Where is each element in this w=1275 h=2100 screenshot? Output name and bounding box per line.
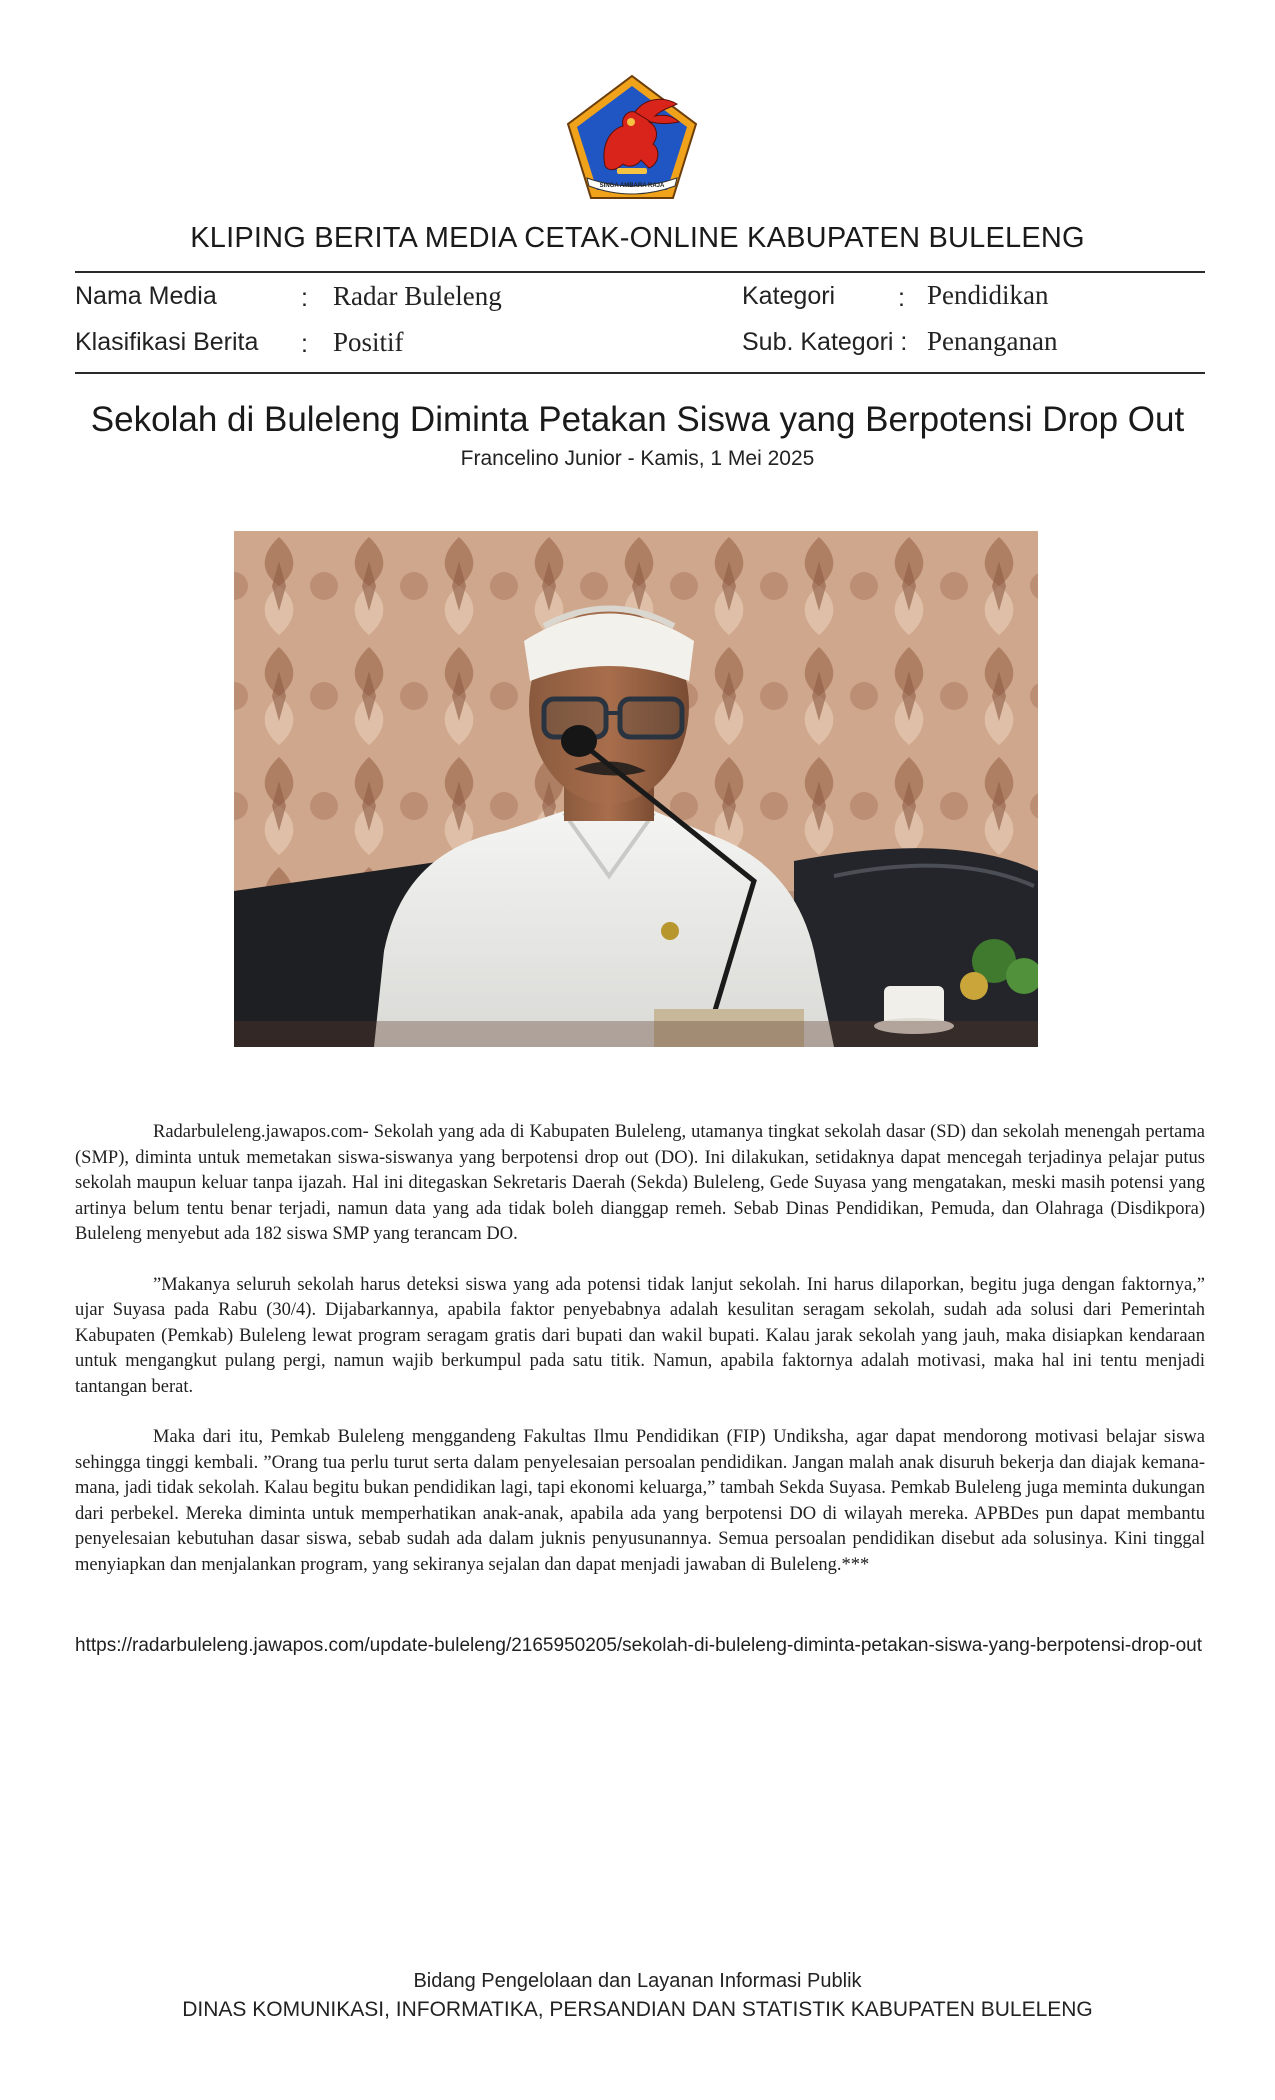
klasifikasi-colon: : <box>301 330 308 358</box>
footer-agency: DINAS KOMUNIKASI, INFORMATIKA, PERSANDIAN DAN STATISTIK KABUPATEN BULELENG <box>182 1998 1093 2021</box>
divider-top <box>75 271 1205 273</box>
klasifikasi-value: Positif <box>333 327 404 357</box>
emblem-motto: SINGA AMBARA RAJA <box>599 183 665 189</box>
sub-kategori-value: Penanganan <box>927 326 1058 356</box>
sub-kategori-label: Sub. Kategori : <box>742 328 908 356</box>
article-body <box>75 1120 1205 1603</box>
media-value: Radar Buleleng <box>333 281 502 311</box>
document-title: KLIPING BERITA MEDIA CETAK-ONLINE KABUPATEN BULELENG <box>190 222 1085 254</box>
article-byline: Francelino Junior - Kamis, 1 Mei 2025 <box>460 447 815 470</box>
kategori-colon: : <box>898 284 905 312</box>
article-paragraph-2: ”Makanya seluruh sekolah harus deteksi siswa yang ada potensi tidak lanjut sekolah. Ini harus dilaporkan, begitu juga dengan faktornya,” ujar Suyasa pada Rabu (30/4). Dijabarkannya, apabila faktor penyebabnya adalah kesulitan seragam sekolah, sudah ada solusi dari Pemerintah Kabupaten (Pemkab) Buleleng lewat program seragam gratis dari bupati dan wakil bupati. Kalau jarak sekolah yang jauh, maka disiapkan kendaraan untuk mengangkut pulang pergi, namun wajib berkumpul pada satu titik. Namun, apabila faktornya adalah motivasi, maka hal ini tentu menjadi tantangan berat. <box>75 1274 1205 1397</box>
article-photo <box>234 531 1038 1047</box>
media-label: Nama Media <box>75 282 217 310</box>
kategori-value: Pendidikan <box>927 280 1049 310</box>
source-link[interactable]: https://radarbuleleng.jawapos.com/update-buleleng/2165950205/sekolah-di-buleleng-diminta-petakan-siswa-yang-berpotensi-drop-out <box>75 1635 1202 1656</box>
kategori-label: Kategori <box>742 282 836 310</box>
article-headline: Sekolah di Buleleng Diminta Petakan Siswa yang Berpotensi Drop Out <box>90 400 1185 439</box>
article-paragraph-3: Maka dari itu, Pemkab Buleleng menggandeng Fakultas Ilmu Pendidikan (FIP) Undiksha, agar dapat mendorong motivasi belajar siswa sehingga tinggi kembali. ”Orang tua perlu turut serta dalam penyelesaian persoalan pendidikan. Jangan malah anak disuruh bekerja dan diajak kemana-mana, jadi tidak sekolah. Kalau begitu bukan pendidikan lagi, tapi ekonomi keluarga,” tambah Sekda Suyasa. Pemkab Buleleng juga meminta dukungan dari perbekel. Mereka diminta untuk memperhatikan anak-anak, apabila ada yang berpotensi DO di wilayah mereka. APBDes pun dapat membantu penyelesaian kebutuhan dasar siswa, sebab sudah ada dalam juknis penyusunannya. Semua persoalan pendidikan disebut ada solusinya. Kini tinggal menyiapkan dan menjalankan program, yang sekiranya sejalan dan dapat menjadi jawaban di Buleleng.*** <box>75 1427 1205 1575</box>
article-paragraph-1: Radarbuleleng.jawapos.com- Sekolah yang ada di Kabupaten Buleleng, utamanya tingkat sekolah dasar (SD) dan sekolah menengah pertama (SMP), diminta untuk memetakan siswa-siswanya yang berpotensi drop out (DO). Ini dilakukan, setidaknya dapat mencegah terjadinya pelajar putus sekolah maupun keluar tanpa ijazah. Hal ini ditegaskan Sekretaris Daerah (Sekda) Buleleng, Gede Suyasa yang mengatakan, meski masih potensi yang artinya belum tentu benar terjadi, namun data yang ada tidak boleh dianggap remeh. Sebab Dinas Pendidikan, Pemuda, dan Olahraga (Disdikpora) Buleleng menyebut ada 182 siswa SMP yang terancam DO. <box>75 1122 1205 1244</box>
divider-bottom <box>75 372 1205 374</box>
footer-department: Bidang Pengelolaan dan Layanan Informasi Publik <box>413 1970 862 1992</box>
media-colon: : <box>301 284 308 312</box>
klasifikasi-label: Klasifikasi Berita <box>75 328 259 356</box>
buleleng-regency-emblem-icon <box>565 74 699 202</box>
